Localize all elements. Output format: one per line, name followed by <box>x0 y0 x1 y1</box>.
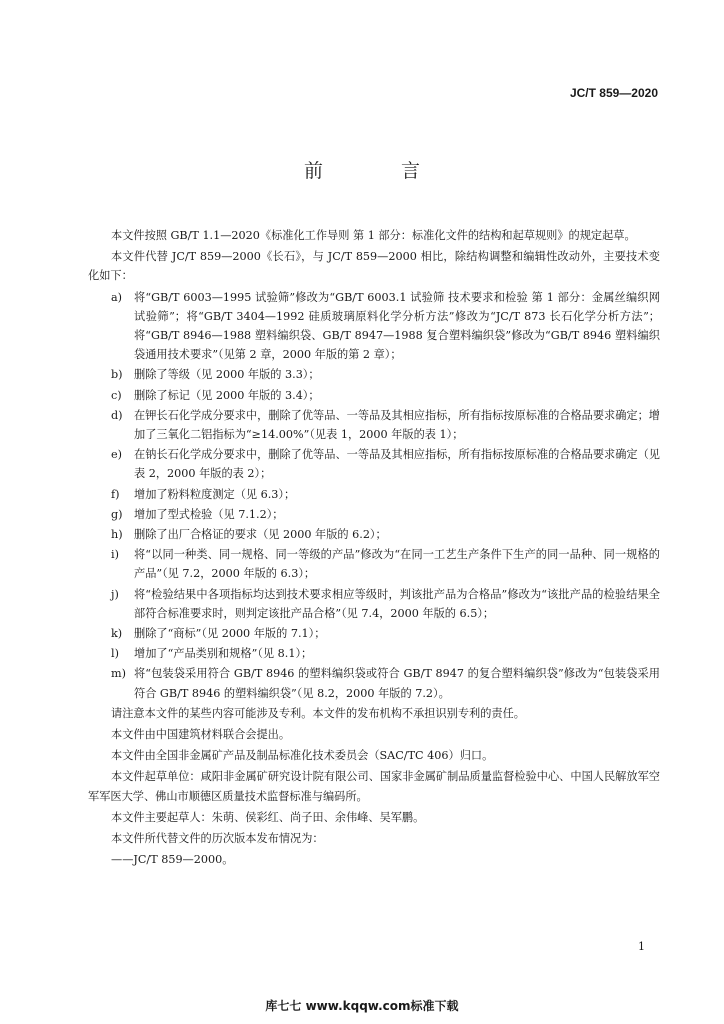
list-item-text: 删除了“商标”（见 2000 年版的 7.1）； <box>134 627 326 641</box>
list-marker: g) <box>111 507 123 521</box>
list-item-text: 在钠长石化学成分要求中，删除了优等品、一等品及其相应指标，所有指标按原标准的合格品要求确定（见表 2，2000 年版的表 2）； <box>134 448 660 481</box>
list-item <box>88 664 660 702</box>
list-marker: h) <box>111 528 123 542</box>
list-item <box>88 545 660 583</box>
note-paragraph: 本文件主要起草人：朱萌、侯彩红、尚子田、余伟峰、吴军鹏。 <box>111 810 425 824</box>
list-item <box>88 505 660 524</box>
list-marker: l) <box>111 647 119 661</box>
page-number: 1 <box>638 940 645 953</box>
list-item-text: 将“包装袋采用符合 GB/T 8946 的塑料编织袋或符合 GB/T 8947 的复合塑料编织袋”修改为“包装袋采用符合 GB/T 8946 的塑料编织袋”（见 8.2，2000 年版的 7.2）。 <box>134 667 660 700</box>
list-marker: i) <box>111 548 119 562</box>
list-marker: a) <box>111 290 123 304</box>
list-item-text: 增加了粉料粒度测定（见 6.3）； <box>134 487 296 501</box>
list-marker: j) <box>111 587 119 601</box>
document-code: JC/T 859—2020 <box>569 86 658 100</box>
list-item-text: 增加了“产品类别和规格”（见 8.1）； <box>134 647 313 661</box>
list-item-text: 增加了型式检验（见 7.1.2）； <box>134 507 284 521</box>
list-marker: d) <box>111 408 123 422</box>
footer-watermark: 库七七 www.kqqw.com标准下载 <box>265 999 459 1013</box>
list-item <box>88 288 660 365</box>
note-paragraph: 本文件由中国建筑材料联合会提出。 <box>111 728 291 742</box>
list-item-text: 将“GB/T 6003—1995 试验筛”修改为“GB/T 6003.1 试验筛 技术要求和检验 第 1 部分：金属丝编织网试验筛”；将“GB/T 3404—1992 硅质玻璃原料化学分析方法”修改为“JC/T 873 长石化学分析方法”；将“GB/T 8946—1988 塑料编织袋、GB/T 8947—1988 复合塑料编织袋”修改为“GB/T 8946 塑料编织袋通用技术要求”（见第 2 章，2000 年版的第 2 章）； <box>134 290 660 362</box>
note-paragraph: 请注意本文件的某些内容可能涉及专利。本文件的发布机构不承担识别专利的责任。 <box>111 706 525 720</box>
list-marker: e) <box>111 448 122 462</box>
history-entry: ——JC/T 859—2000。 <box>111 853 234 867</box>
list-item <box>88 445 660 483</box>
note-paragraph: 本文件起草单位：咸阳非金属矿研究设计院有限公司、国家非金属矿制品质量监督检验中心、中国人民解放军空军军医大学、佛山市顺德区质量技术监督标准与编码所。 <box>88 770 660 803</box>
list-item-text: 将“检验结果中各项指标均达到技术要求相应等级时，判该批产品为合格品”修改为“该批产品的检验结果全部符合标准要求时，则判定该批产品合格”（见 7.4，2000 年版的 6.5）； <box>134 587 660 620</box>
list-item <box>88 485 660 504</box>
note-paragraph: 本文件由全国非金属矿产品及制品标准化技术委员会（SAC/TC 406）归口。 <box>111 749 494 763</box>
list-marker: f) <box>111 487 120 501</box>
list-marker: c) <box>111 388 122 402</box>
changes-list <box>88 288 660 703</box>
list-item-text: 将“以同一种类、同一规格、同一等级的产品”修改为“在同一工艺生产条件下生产的同一品种、同一规格的产品”（见 7.2，2000 年版的 6.3）； <box>134 548 660 581</box>
list-item <box>88 624 660 643</box>
page-title: 前 言 <box>303 160 457 182</box>
list-item-text: 在钾长石化学成分要求中，删除了优等品、一等品及其相应指标，所有指标按原标准的合格品要求确定；增加了三氧化二铝指标为“≥14.00%”（见表 1，2000 年版的表 1）； <box>134 408 660 442</box>
list-item <box>88 406 660 444</box>
document-body <box>88 226 660 870</box>
intro-paragraph: 本文件按照 GB/T 1.1—2020《标准化工作导则 第 1 部分：标准化文件的结构和起草规则》的规定起草。 <box>111 229 636 242</box>
list-item-text: 删除了出厂合格证的要求（见 2000 年版的 6.2）； <box>134 528 387 542</box>
note-paragraph: 本文件所代替文件的历次版本发布情况为： <box>111 832 324 846</box>
list-item-text: 删除了标记（见 2000 年版的 3.4）； <box>134 388 320 402</box>
list-item <box>88 644 660 663</box>
intro-paragraph: 本文件代替 JC/T 859—2000《长石》，与 JC/T 859—2000 相比，除结构调整和编辑性改动外，主要技术变化如下： <box>88 250 660 283</box>
list-item <box>88 365 660 384</box>
list-item <box>88 525 660 544</box>
list-item <box>88 386 660 405</box>
list-item <box>88 585 660 623</box>
list-marker: b) <box>111 368 123 382</box>
list-marker: k) <box>111 627 123 641</box>
list-item-text: 删除了等级（见 2000 年版的 3.3）； <box>134 368 320 382</box>
list-marker: m) <box>111 667 126 681</box>
